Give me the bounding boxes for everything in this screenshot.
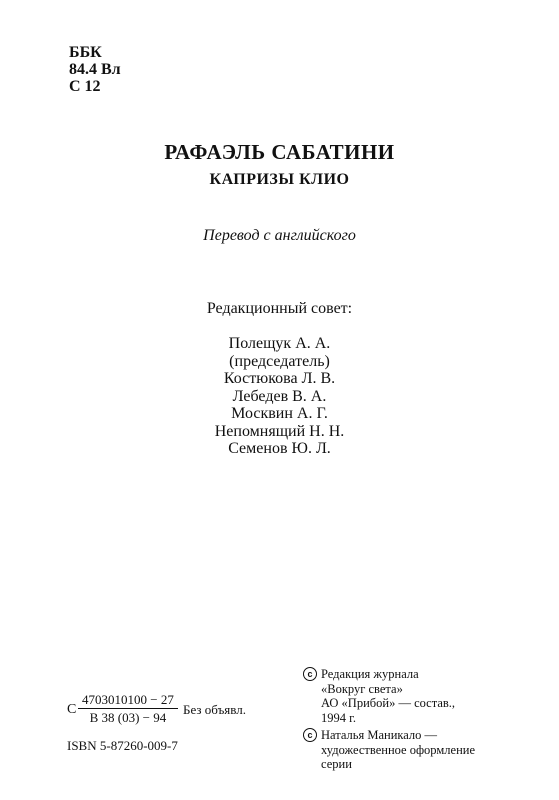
- library-classification: [69, 44, 121, 95]
- editorial-board-list: [0, 335, 559, 458]
- book-title: КАПРИЗЫ КЛИО: [209, 171, 350, 188]
- copyright-icon: c: [303, 728, 317, 742]
- copyright-line: Наталья Маникало —: [321, 728, 438, 742]
- announcement-note: Без объявл.: [183, 702, 246, 717]
- isbn-number: ISBN 5-87260-009-7: [67, 738, 178, 753]
- index-fraction: [78, 692, 178, 725]
- board-member: Москвин А. Г.: [231, 405, 328, 422]
- copyright-block: [303, 667, 475, 775]
- classification-line: 84.4 Вл: [69, 61, 121, 78]
- copyright-line: серии: [321, 757, 352, 771]
- classification-line: С 12: [69, 78, 101, 95]
- copyright-line: АО «Прибой» — состав.,: [321, 696, 456, 710]
- board-member: (председатель): [229, 352, 330, 370]
- index-numerator: 4703010100 − 27: [82, 692, 174, 707]
- copyright-line: «Вокруг света»: [321, 681, 403, 696]
- board-member: Лебедев В. А.: [232, 387, 327, 405]
- board-member: Непомнящий Н. Н.: [214, 422, 345, 440]
- board-member: Костюкова Л. В.: [223, 370, 336, 387]
- copyright-line: художественное оформление: [321, 742, 475, 757]
- translation-note: Перевод с английского: [203, 227, 356, 244]
- author-name: РАФАЭЛЬ САБАТИНИ: [164, 140, 395, 164]
- board-member: Семенов Ю. Л.: [228, 440, 331, 457]
- index-letter: С: [67, 702, 77, 717]
- editorial-board-heading: Редакционный совет:: [206, 300, 353, 317]
- index-denominator: В 38 (03) − 94: [89, 710, 167, 725]
- copyright-entry: [303, 667, 475, 725]
- copyright-icon: c: [303, 667, 317, 681]
- copyright-line: Редакция журнала: [321, 667, 419, 681]
- board-member: Полещук А. А.: [228, 335, 331, 352]
- copyright-entry: [303, 728, 475, 772]
- copyright-line: 1994 г.: [321, 710, 356, 725]
- classification-line: ББК: [69, 44, 102, 61]
